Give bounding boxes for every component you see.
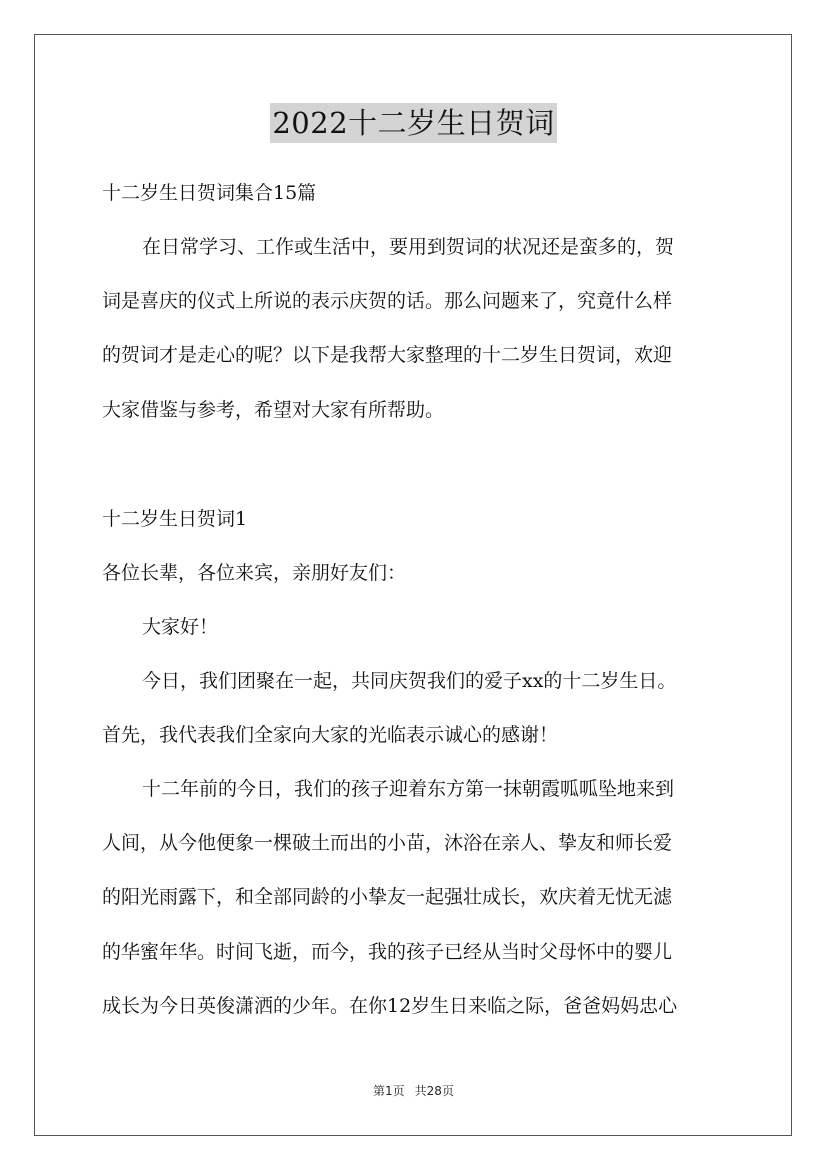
intro-line-2: 词是喜庆的仪式上所说的表示庆贺的话。那么问题来了，究竟什么样	[102, 290, 673, 312]
document-title: 2022十二岁生日贺词	[270, 103, 556, 143]
intro-line-1: 在日常学习、工作或生活中，要用到贺词的状况还是蛮多的，贺	[142, 236, 675, 258]
para2-line-1: 十二年前的今日，我们的孩子迎着东方第一抹朝霞呱呱坠地来到	[142, 778, 675, 800]
intro-line-4: 大家借鉴与参考，希望对大家有所帮助。	[102, 399, 445, 421]
salutation: 各位长辈，各位来宾，亲朋好友们：	[102, 562, 407, 584]
para2-line-3: 的阳光雨露下，和全部同龄的小挚友一起强壮成长，欢庆着无忧无滤	[102, 886, 673, 908]
para1-line-2: 首先，我代表我们全家向大家的光临表示诚心的感谢！	[102, 724, 559, 746]
section-heading: 十二岁生日贺词1	[102, 508, 248, 530]
page-number-total: 共28页	[414, 1084, 454, 1098]
para1-line-1: 今日，我们团聚在一起，共同庆贺我们的爱子xx的十二岁生日。	[142, 670, 677, 692]
para2-line-2: 人间，从今他便象一棵破土而出的小苗，沐浴在亲人、挚友和师长爱	[102, 832, 673, 854]
document-subtitle: 十二岁生日贺词集合15篇	[102, 182, 317, 204]
intro-line-3: 的贺词才是走心的呢？以下是我帮大家整理的十二岁生日贺词，欢迎	[102, 344, 673, 366]
page-number-current: 第1页	[373, 1084, 405, 1098]
title-wrap	[0, 103, 827, 143]
para2-line-5: 成长为今日英俊潇洒的少年。在你12岁生日来临之际，爸爸妈妈忠心	[102, 995, 678, 1017]
para2-line-4: 的华蜜年华。时间飞逝，而今，我的孩子已经从当时父母怀中的婴儿	[102, 941, 673, 963]
page-footer	[0, 1083, 827, 1099]
greeting: 大家好！	[142, 616, 219, 638]
